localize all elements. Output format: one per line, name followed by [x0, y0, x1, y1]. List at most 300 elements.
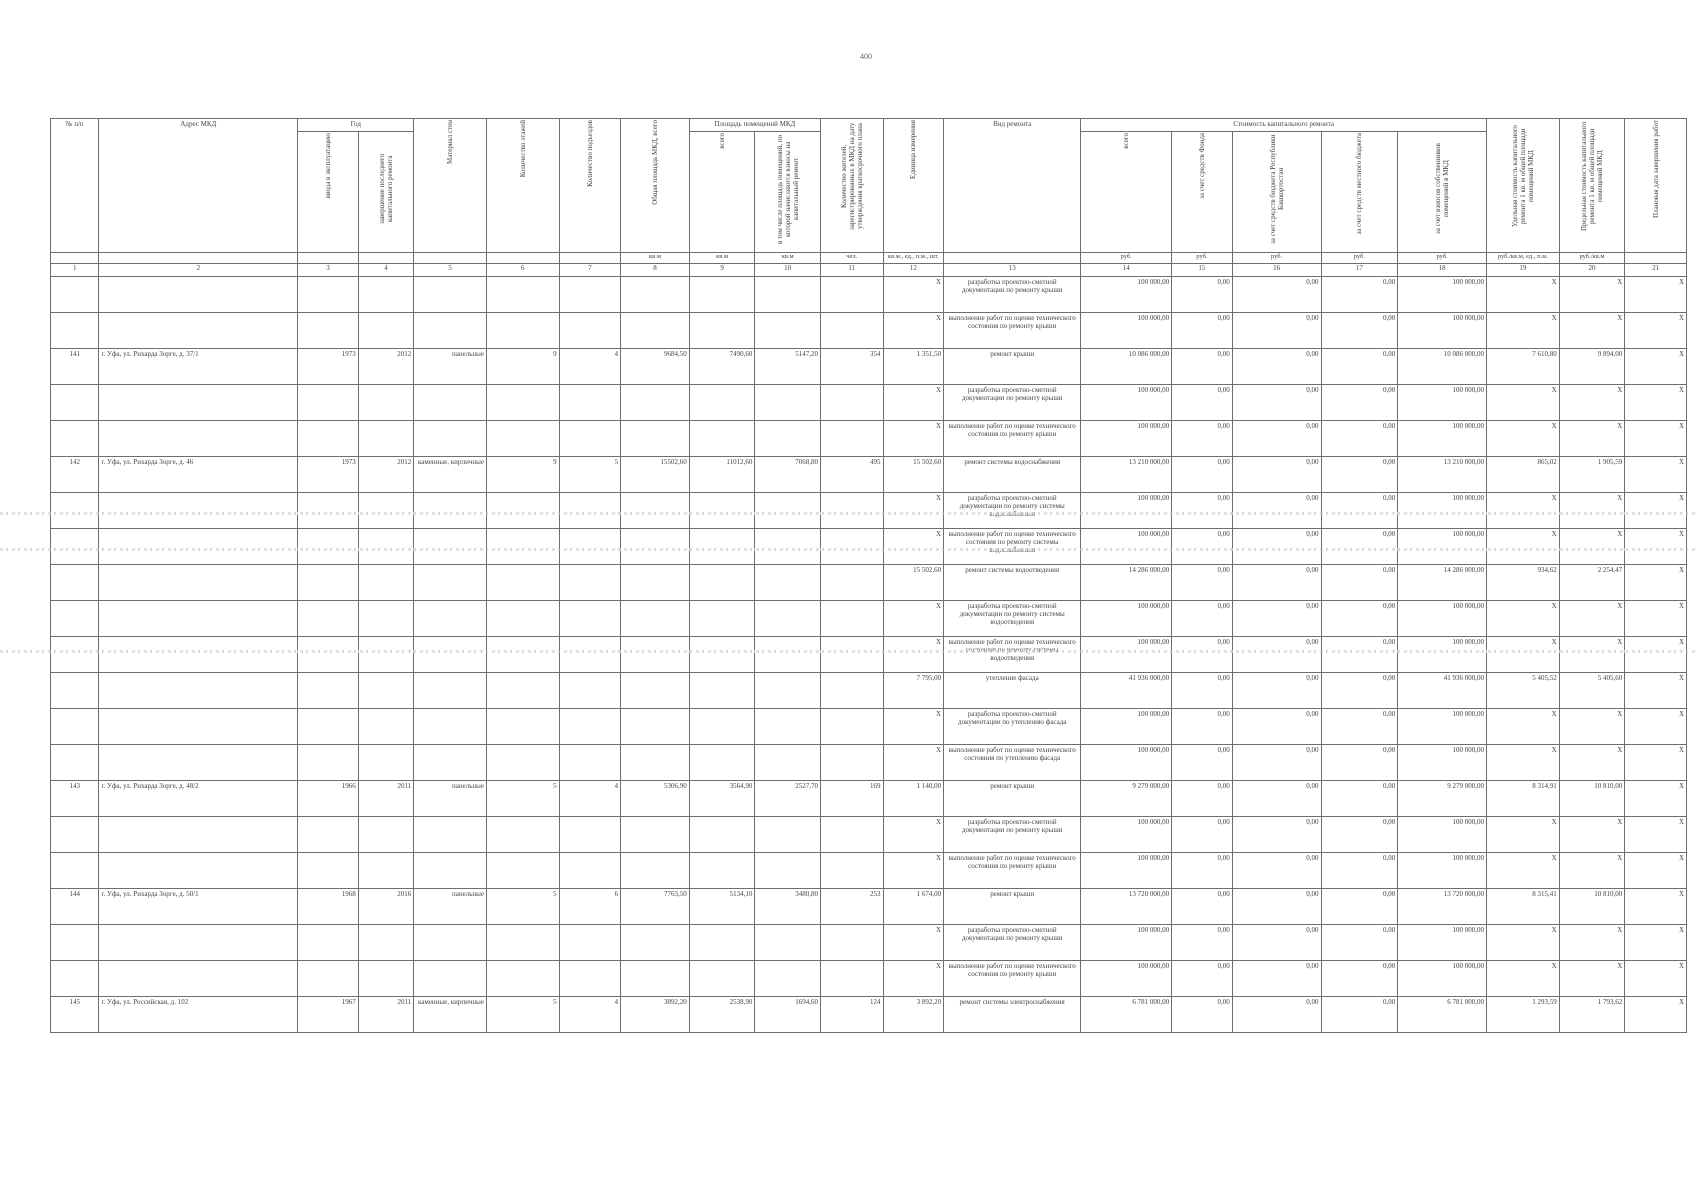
cell-year-commission	[298, 745, 359, 781]
cell-address	[99, 817, 298, 853]
cell-row-number	[51, 853, 99, 889]
cell-planned-date: X	[1625, 925, 1687, 961]
unit-cell: кв.м	[689, 253, 755, 264]
unit-cell: руб.	[1081, 253, 1172, 264]
cell-cost-fund: 0,00	[1172, 493, 1233, 529]
cell-floors	[486, 385, 559, 421]
cell-specific-cost: 865,02	[1487, 457, 1560, 493]
cell-address	[99, 673, 298, 709]
cell-max-cost: X	[1559, 277, 1625, 313]
cell-year-last-repair	[358, 961, 414, 997]
column-number: 4	[358, 264, 414, 277]
cell-work-type: разработка проектно-сметной документации по ремонту системы	[944, 493, 1081, 529]
cell-total-area	[621, 817, 690, 853]
table-row	[51, 853, 1687, 889]
column-number: 10	[755, 264, 821, 277]
cell-residents	[820, 961, 883, 997]
table-row	[51, 493, 1687, 529]
cell-work-type: утепление фасада	[944, 673, 1081, 709]
cell-cost-owners: 13 210 000,00	[1398, 457, 1487, 493]
column-number: 9	[689, 264, 755, 277]
cell-row-number	[51, 565, 99, 601]
cell-specific-cost: X	[1487, 709, 1560, 745]
cell-premises-citizens	[755, 961, 821, 997]
cell-row-number	[51, 817, 99, 853]
cell-max-cost: X	[1559, 709, 1625, 745]
cell-row-number: 144	[51, 889, 99, 925]
cell-address	[99, 565, 298, 601]
cell-row-number: 141	[51, 349, 99, 385]
cell-total-area: 15502,60	[621, 457, 690, 493]
cell-specific-cost: X	[1487, 493, 1560, 529]
cell-floors	[486, 673, 559, 709]
cell-quantity: X	[883, 961, 944, 997]
cell-cost-republic: 0,00	[1232, 889, 1321, 925]
cell-max-cost: X	[1559, 385, 1625, 421]
cell-row-number	[51, 673, 99, 709]
cell-residents	[820, 673, 883, 709]
cell-cost-fund: 0,00	[1172, 817, 1233, 853]
unit-cell: кв.м	[755, 253, 821, 264]
cell-planned-date: X	[1625, 781, 1687, 817]
cell-premises-total: 5134,10	[689, 889, 755, 925]
header-year-last-repair: завершение последнего капитального ремонта	[358, 132, 414, 253]
cell-cost-owners: 41 936 000,00	[1398, 673, 1487, 709]
cell-address	[99, 313, 298, 349]
table-row	[51, 637, 1687, 673]
cell-planned-date: X	[1625, 817, 1687, 853]
cell-max-cost: X	[1559, 421, 1625, 457]
table-row	[51, 457, 1687, 493]
cell-specific-cost: 1 293,59	[1487, 997, 1560, 1033]
cell-wall-material	[414, 421, 487, 457]
cell-cost-owners: 100 000,00	[1398, 745, 1487, 781]
cell-cost-republic: 0,00	[1232, 349, 1321, 385]
cell-max-cost: X	[1559, 313, 1625, 349]
cell-premises-citizens: 7068,80	[755, 457, 821, 493]
cell-specific-cost: X	[1487, 421, 1560, 457]
cell-cost-total: 100 000,00	[1081, 493, 1172, 529]
cell-year-commission	[298, 421, 359, 457]
cell-cost-fund: 0,00	[1172, 709, 1233, 745]
cell-cost-owners: 100 000,00	[1398, 313, 1487, 349]
cell-wall-material	[414, 637, 487, 673]
cell-cost-republic: 0,00	[1232, 781, 1321, 817]
cell-entrances: 4	[559, 349, 621, 385]
cell-total-area	[621, 493, 690, 529]
cell-work-type: разработка проектно-сметной документации по ремонту системы водоотведения	[944, 601, 1081, 637]
cell-row-number	[51, 637, 99, 673]
unit-cell	[1625, 253, 1687, 264]
cell-floors	[486, 493, 559, 529]
cell-residents	[820, 565, 883, 601]
cell-planned-date: X	[1625, 853, 1687, 889]
table-row	[51, 709, 1687, 745]
cell-specific-cost: 7 610,80	[1487, 349, 1560, 385]
cell-cost-owners: 100 000,00	[1398, 421, 1487, 457]
column-number: 14	[1081, 264, 1172, 277]
cell-entrances	[559, 745, 621, 781]
cell-year-last-repair	[358, 745, 414, 781]
cell-quantity: X	[883, 277, 944, 313]
cell-premises-total	[689, 925, 755, 961]
cell-cost-fund: 0,00	[1172, 997, 1233, 1033]
cell-year-last-repair	[358, 925, 414, 961]
cell-address	[99, 745, 298, 781]
cell-year-last-repair: 2011	[358, 997, 414, 1033]
header-premises-area-group: Площадь помещений МКД	[689, 119, 820, 132]
cell-cost-republic: 0,00	[1232, 673, 1321, 709]
table-row	[51, 781, 1687, 817]
cell-wall-material	[414, 961, 487, 997]
cell-max-cost: 5 405,60	[1559, 673, 1625, 709]
cell-premises-total	[689, 493, 755, 529]
cell-quantity: 1 140,00	[883, 781, 944, 817]
cell-floors	[486, 565, 559, 601]
cell-wall-material	[414, 493, 487, 529]
cell-cost-total: 6 781 000,00	[1081, 997, 1172, 1033]
cell-total-area	[621, 745, 690, 781]
cell-premises-total: 3564,90	[689, 781, 755, 817]
cell-cost-total: 100 000,00	[1081, 601, 1172, 637]
cell-premises-citizens	[755, 385, 821, 421]
unit-cell	[486, 253, 559, 264]
cell-specific-cost: X	[1487, 925, 1560, 961]
table-row	[51, 925, 1687, 961]
cell-year-commission	[298, 313, 359, 349]
cell-premises-citizens	[755, 565, 821, 601]
cell-cost-owners: 100 000,00	[1398, 277, 1487, 313]
column-number: 21	[1625, 264, 1687, 277]
cell-quantity: X	[883, 313, 944, 349]
cell-quantity: X	[883, 421, 944, 457]
cell-cost-owners: 100 000,00	[1398, 493, 1487, 529]
cell-premises-total	[689, 673, 755, 709]
unit-cell	[358, 253, 414, 264]
cell-cost-owners: 14 286 000,00	[1398, 565, 1487, 601]
cell-cost-fund: 0,00	[1172, 529, 1233, 565]
cell-year-last-repair	[358, 313, 414, 349]
cell-work-type: ремонт системы электроснабжения	[944, 997, 1081, 1033]
cell-quantity: X	[883, 745, 944, 781]
cell-year-commission	[298, 529, 359, 565]
cell-total-area	[621, 601, 690, 637]
cell-specific-cost: X	[1487, 313, 1560, 349]
column-number: 7	[559, 264, 621, 277]
cell-total-area	[621, 529, 690, 565]
column-number: 12	[883, 264, 944, 277]
cell-year-commission	[298, 853, 359, 889]
cell-max-cost: 9 894,00	[1559, 349, 1625, 385]
column-number: 13	[944, 264, 1081, 277]
units-row	[51, 253, 1687, 264]
cell-address	[99, 601, 298, 637]
cell-premises-total	[689, 853, 755, 889]
unit-cell: чел.	[820, 253, 883, 264]
cell-entrances	[559, 961, 621, 997]
cell-entrances	[559, 421, 621, 457]
cell-floors: 9	[486, 349, 559, 385]
cell-row-number	[51, 709, 99, 745]
cell-premises-total	[689, 601, 755, 637]
cell-address	[99, 385, 298, 421]
cell-premises-citizens: 3480,80	[755, 889, 821, 925]
header-cost-local: за счет средств местного бюджета	[1321, 132, 1398, 253]
cell-address: г. Уфа, ул. Рихарда Зорге, д. 48/2	[99, 781, 298, 817]
cell-entrances: 4	[559, 997, 621, 1033]
cell-planned-date: X	[1625, 277, 1687, 313]
cell-row-number	[51, 385, 99, 421]
cell-entrances: 5	[559, 457, 621, 493]
cell-year-commission: 1973	[298, 349, 359, 385]
cell-specific-cost: X	[1487, 385, 1560, 421]
cell-total-area	[621, 673, 690, 709]
cell-year-last-repair	[358, 853, 414, 889]
cell-residents	[820, 493, 883, 529]
cell-floors	[486, 853, 559, 889]
cell-premises-citizens	[755, 529, 821, 565]
header-address: Адрес МКД	[99, 119, 298, 253]
cell-year-last-repair: 2016	[358, 889, 414, 925]
cell-cost-local: 0,00	[1321, 925, 1398, 961]
cell-premises-total: 11012,60	[689, 457, 755, 493]
cell-year-last-repair	[358, 709, 414, 745]
cell-max-cost: X	[1559, 925, 1625, 961]
cell-year-commission: 1968	[298, 889, 359, 925]
cell-max-cost: X	[1559, 961, 1625, 997]
cell-planned-date: X	[1625, 889, 1687, 925]
cell-specific-cost: X	[1487, 745, 1560, 781]
scan-noise-line	[0, 548, 1697, 551]
cell-residents	[820, 421, 883, 457]
cell-total-area: 9684,50	[621, 349, 690, 385]
cell-cost-local: 0,00	[1321, 673, 1398, 709]
cell-cost-local: 0,00	[1321, 457, 1398, 493]
cell-total-area	[621, 385, 690, 421]
cell-residents	[820, 745, 883, 781]
cell-cost-owners: 9 279 000,00	[1398, 781, 1487, 817]
cell-cost-republic: 0,00	[1232, 565, 1321, 601]
cell-cost-local: 0,00	[1321, 565, 1398, 601]
header-specific-cost: Удельная стоимость капитального ремонта 1 кв. м общей площади помещений МКД	[1487, 119, 1560, 253]
cell-entrances	[559, 529, 621, 565]
cell-residents	[820, 313, 883, 349]
cell-planned-date: X	[1625, 529, 1687, 565]
cell-cost-fund: 0,00	[1172, 961, 1233, 997]
cell-address: г. Уфа, ул. Рихарда Зорге, д. 37/1	[99, 349, 298, 385]
cell-cost-republic: 0,00	[1232, 493, 1321, 529]
cell-cost-local: 0,00	[1321, 637, 1398, 673]
cell-residents: 354	[820, 349, 883, 385]
cell-floors	[486, 313, 559, 349]
cell-row-number: 142	[51, 457, 99, 493]
table-row	[51, 745, 1687, 781]
cell-year-last-repair	[358, 601, 414, 637]
cell-total-area	[621, 637, 690, 673]
header-cost-republic: за счет средств бюджета Республики Башкортостан	[1232, 132, 1321, 253]
cell-cost-fund: 0,00	[1172, 889, 1233, 925]
cell-premises-citizens	[755, 925, 821, 961]
cell-cost-fund: 0,00	[1172, 457, 1233, 493]
cell-cost-local: 0,00	[1321, 997, 1398, 1033]
header-year-group: Год	[298, 119, 414, 132]
cell-address	[99, 961, 298, 997]
cell-entrances	[559, 277, 621, 313]
cell-cost-local: 0,00	[1321, 601, 1398, 637]
cell-quantity: X	[883, 853, 944, 889]
cell-cost-local: 0,00	[1321, 421, 1398, 457]
cell-planned-date: X	[1625, 313, 1687, 349]
cell-quantity: X	[883, 925, 944, 961]
cell-year-commission	[298, 961, 359, 997]
cell-cost-total: 100 000,00	[1081, 277, 1172, 313]
cell-floors	[486, 529, 559, 565]
cell-premises-citizens	[755, 637, 821, 673]
cell-wall-material	[414, 745, 487, 781]
cell-cost-total: 100 000,00	[1081, 817, 1172, 853]
unit-cell: кв.м., ед., п.м., шт.	[883, 253, 944, 264]
table-row	[51, 673, 1687, 709]
cell-max-cost: X	[1559, 745, 1625, 781]
cell-work-type: выполнение работ по оценке технического состояния по ремонту крыши	[944, 421, 1081, 457]
unit-cell	[414, 253, 487, 264]
cell-residents: 253	[820, 889, 883, 925]
unit-cell: руб./кв.м, ед., п.м.	[1487, 253, 1560, 264]
cell-wall-material: панельные	[414, 889, 487, 925]
cell-total-area	[621, 709, 690, 745]
cell-planned-date: X	[1625, 673, 1687, 709]
table-row	[51, 349, 1687, 385]
cell-specific-cost: X	[1487, 529, 1560, 565]
cell-premises-total	[689, 565, 755, 601]
cell-entrances: 6	[559, 889, 621, 925]
cell-cost-total: 14 286 000,00	[1081, 565, 1172, 601]
cell-wall-material	[414, 853, 487, 889]
cell-address	[99, 421, 298, 457]
cell-cost-republic: 0,00	[1232, 385, 1321, 421]
cell-planned-date: X	[1625, 565, 1687, 601]
cell-cost-total: 100 000,00	[1081, 421, 1172, 457]
cell-entrances	[559, 925, 621, 961]
cell-specific-cost: X	[1487, 961, 1560, 997]
cell-max-cost: X	[1559, 817, 1625, 853]
table-row	[51, 277, 1687, 313]
header-cost-total: всего	[1081, 132, 1172, 253]
cell-cost-total: 9 279 000,00	[1081, 781, 1172, 817]
cell-max-cost: X	[1559, 853, 1625, 889]
cell-cost-fund: 0,00	[1172, 781, 1233, 817]
cell-floors	[486, 961, 559, 997]
cell-cost-fund: 0,00	[1172, 853, 1233, 889]
cell-cost-local: 0,00	[1321, 493, 1398, 529]
cell-work-type: ремонт крыши	[944, 781, 1081, 817]
cell-year-last-repair	[358, 565, 414, 601]
cell-specific-cost: 8 314,91	[1487, 781, 1560, 817]
cell-cost-republic: 0,00	[1232, 277, 1321, 313]
column-number: 17	[1321, 264, 1398, 277]
cell-cost-republic: 0,00	[1232, 601, 1321, 637]
column-number: 6	[486, 264, 559, 277]
cell-wall-material	[414, 709, 487, 745]
table-row	[51, 529, 1687, 565]
cell-max-cost: X	[1559, 601, 1625, 637]
cell-premises-citizens	[755, 493, 821, 529]
cell-premises-citizens: 5147,20	[755, 349, 821, 385]
cell-premises-citizens	[755, 745, 821, 781]
cell-cost-local: 0,00	[1321, 349, 1398, 385]
cell-premises-citizens	[755, 817, 821, 853]
cell-residents: 124	[820, 997, 883, 1033]
cell-cost-fund: 0,00	[1172, 565, 1233, 601]
table-row	[51, 565, 1687, 601]
unit-cell	[298, 253, 359, 264]
cell-specific-cost: 8 315,41	[1487, 889, 1560, 925]
cell-row-number	[51, 493, 99, 529]
cell-cost-owners: 10 086 000,00	[1398, 349, 1487, 385]
cell-year-last-repair	[358, 421, 414, 457]
cell-quantity: X	[883, 529, 944, 565]
cell-wall-material	[414, 601, 487, 637]
cell-floors	[486, 601, 559, 637]
cell-residents	[820, 529, 883, 565]
cell-cost-republic: 0,00	[1232, 997, 1321, 1033]
cell-max-cost: 2 254,47	[1559, 565, 1625, 601]
cell-entrances: 4	[559, 781, 621, 817]
page-number: 400	[860, 52, 872, 61]
cell-work-type: выполнение работ по оценке технического состояния по утеплению фасада	[944, 745, 1081, 781]
cell-specific-cost: X	[1487, 853, 1560, 889]
cell-cost-local: 0,00	[1321, 745, 1398, 781]
cell-total-area	[621, 853, 690, 889]
cell-premises-citizens: 2527,70	[755, 781, 821, 817]
cell-premises-total	[689, 277, 755, 313]
cell-premises-total	[689, 313, 755, 349]
cell-floors	[486, 709, 559, 745]
header-planned-date: Плановая дата завершения работ	[1625, 119, 1687, 253]
cell-row-number: 143	[51, 781, 99, 817]
cell-row-number: 145	[51, 997, 99, 1033]
cell-row-number	[51, 277, 99, 313]
column-number: 20	[1559, 264, 1625, 277]
cell-entrances	[559, 637, 621, 673]
cell-year-commission: 1967	[298, 997, 359, 1033]
column-number: 16	[1232, 264, 1321, 277]
cell-address	[99, 277, 298, 313]
cell-quantity: X	[883, 709, 944, 745]
cell-cost-local: 0,00	[1321, 961, 1398, 997]
column-number: 18	[1398, 264, 1487, 277]
cell-year-last-repair	[358, 277, 414, 313]
cell-cost-republic: 0,00	[1232, 925, 1321, 961]
column-number: 19	[1487, 264, 1560, 277]
column-number: 1	[51, 264, 99, 277]
cell-entrances	[559, 601, 621, 637]
cell-work-type: ремонт крыши	[944, 889, 1081, 925]
cell-quantity: X	[883, 637, 944, 673]
cell-address	[99, 493, 298, 529]
table-row	[51, 601, 1687, 637]
cell-max-cost: 1 793,62	[1559, 997, 1625, 1033]
cell-floors: 9	[486, 457, 559, 493]
cell-year-commission	[298, 925, 359, 961]
cell-quantity: X	[883, 493, 944, 529]
cell-cost-local: 0,00	[1321, 853, 1398, 889]
cell-cost-total: 100 000,00	[1081, 745, 1172, 781]
cell-premises-citizens	[755, 277, 821, 313]
cell-planned-date: X	[1625, 457, 1687, 493]
cell-floors	[486, 421, 559, 457]
cell-floors	[486, 817, 559, 853]
